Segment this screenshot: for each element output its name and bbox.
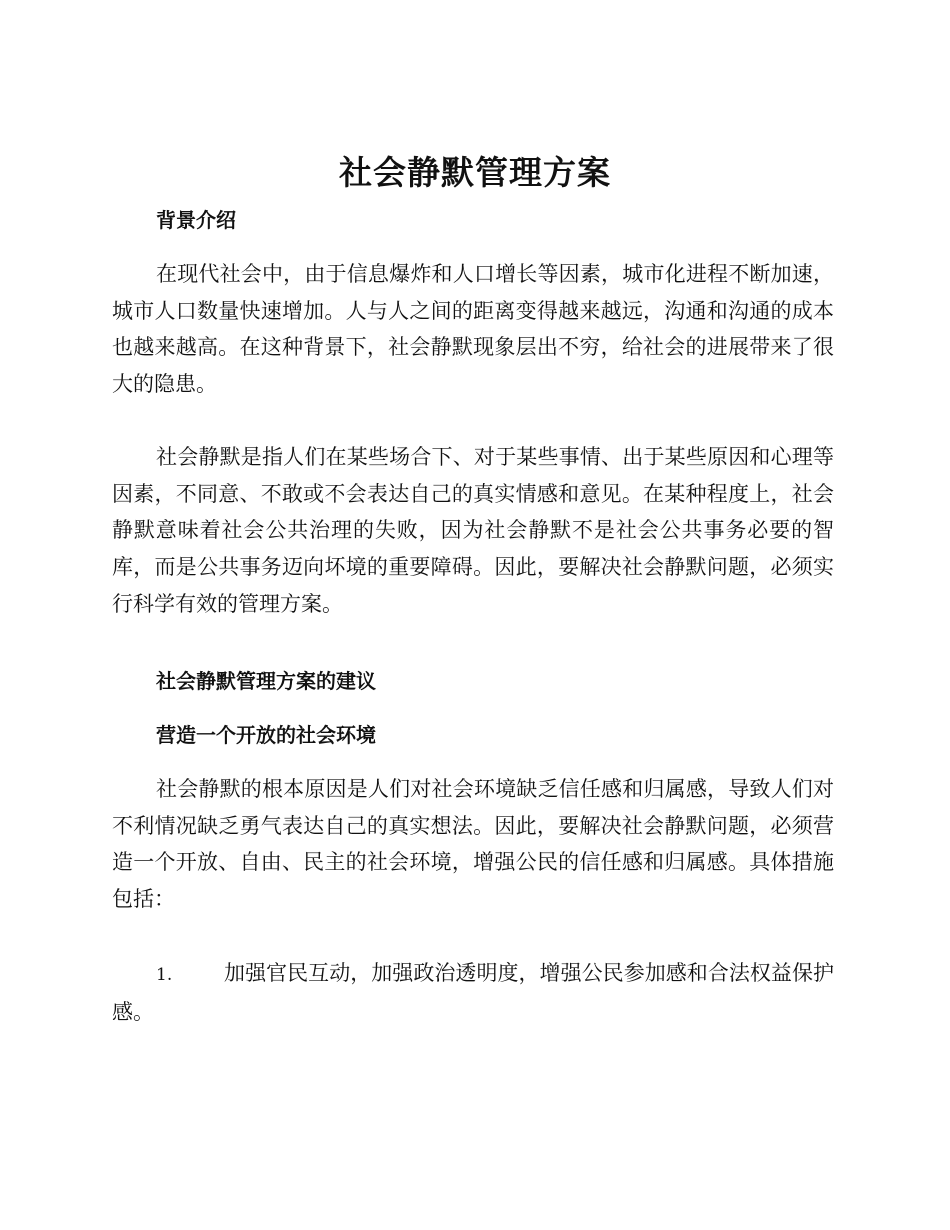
list-item-number: 1. bbox=[156, 965, 173, 985]
list-item bbox=[112, 955, 834, 1030]
section-heading-suggestions: 社会静默管理方案的建议 bbox=[156, 669, 376, 693]
list-item-text: 加强官民互动，加强政治透明度，增强公民参加感和合法权益保护感。 bbox=[112, 961, 834, 1024]
section-heading-background: 背景介绍 bbox=[156, 208, 236, 232]
document-title: 社会静默管理方案 bbox=[339, 153, 611, 192]
section-heading-open-environment: 营造一个开放的社会环境 bbox=[156, 723, 376, 747]
paragraph-background-1: 在现代社会中，由于信息爆炸和人口增长等因素，城市化进程不断加速，城市人口数量快速增加。人与人之间的距离变得越来越远，沟通和沟通的成本也越来越高。在这种背景下，社会静默现象层出不穷，给社会的进展带来了很大的隐患。 bbox=[112, 262, 834, 397]
paragraph-background-2: 社会静默是指人们在某些场合下、对于某些事情、出于某些原因和心理等因素，不同意、不敢或不会表达自己的真实情感和意见。在某种程度上，社会静默意味着社会公共治理的失败，因为社会静默不是社会公共事务必要的智库，而是公共事务迈向坏境的重要障碍。因此，要解决社会静默问题，必须实行科学有效的管理方案。 bbox=[112, 445, 834, 616]
paragraph-open-environment: 社会静默的根本原因是人们对社会环境缺乏信任感和归属感，导致人们对不利情况缺乏勇气表达自己的真实想法。因此，要解决社会静默问题，必须营造一个开放、自由、民主的社会环境，增强公民的信任感和归属感。具体措施包括： bbox=[112, 777, 834, 912]
